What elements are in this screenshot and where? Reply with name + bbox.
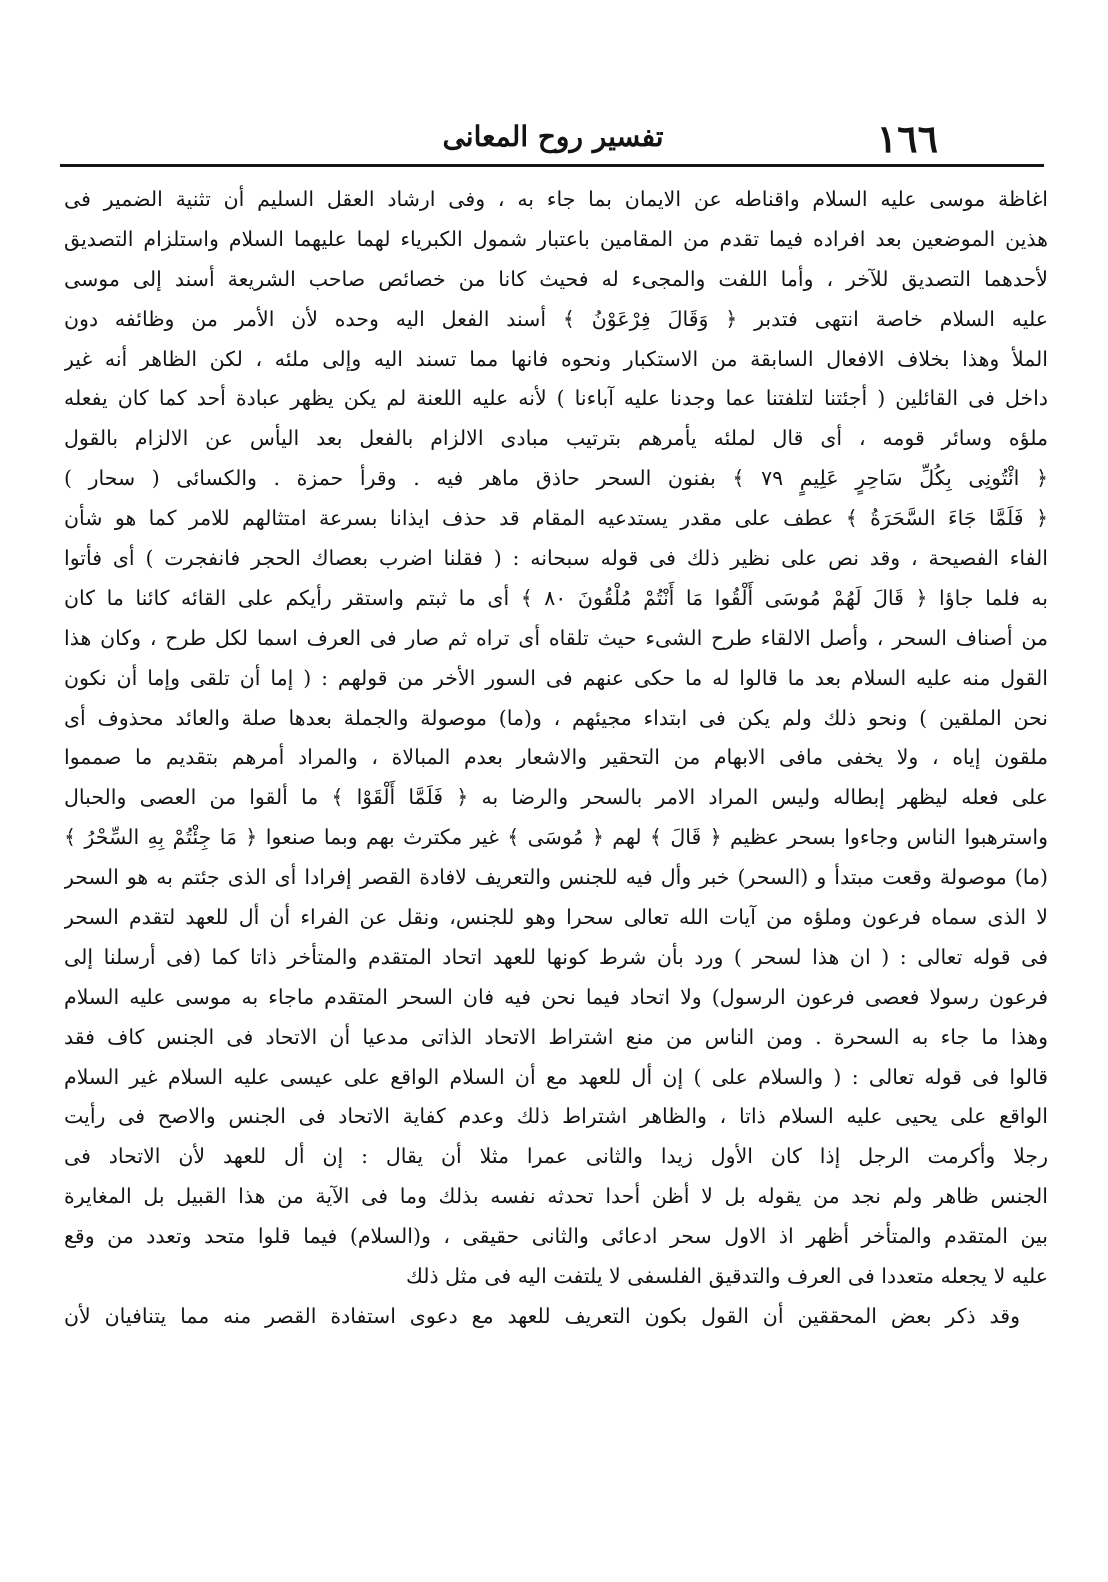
header-rule [60, 164, 1044, 167]
text-line: وقد ذكر بعض المحققين أن القول بكون التعريف للعهد مع دعوى استفادة القصر منه مما يتنافيان لأن [64, 1303, 1020, 1328]
body-text [64, 180, 1048, 1337]
text-line: رجلا وأكرمت الرجل إذا كان الأول زيدا والثانى عمرا مثلا أن يقال : إن أل للعهد لأن الاتحاد فى [64, 1144, 1048, 1169]
text-line: على فعله ليظهر إبطاله وليس المراد الامر بالسحر والرضا به ﴿ فَلَمَّا أَلْقَوْا ﴾ ما ألقوا من العصى والحبال [64, 785, 1048, 810]
text-line: ملؤه وسائر قومه ، أى قال لملئه يأمرهم بترتيب مبادى الالزام بالفعل بعد اليأس عن الالزام بالقول [64, 426, 1048, 451]
text-line: اغاظة موسى عليه السلام واقناطه عن الايمان بما جاء به ، وفى ارشاد العقل السليم أن تثنية الضمير فى [64, 187, 1048, 211]
running-title: تفسير روح المعانى [442, 120, 664, 153]
text-line: بين المتقدم والمتأخر أظهر اذ الاول سحر ادعائى والثانى حقيقى ، و(السلام) فيما قلوا متحد وتعدد من وقع [64, 1224, 1048, 1249]
text-line: الواقع على يحيى عليه السلام ذاتا ، والظاهر اشتراط ذلك وعدم كفاية الاتحاد فى الجنس والاصح فى رأيت [64, 1104, 1048, 1129]
page-header [58, 116, 1048, 166]
text-line: القول منه عليه السلام بعد ما قالوا له ما حكى عنهم فى السور الأخر من قولهم : ( إما أن تلقى وإما أن نكون [64, 665, 1048, 690]
text-line: ملقون إياه ، ولا يخفى مافى الابهام من التحقير والاشعار بعدم المبالاة ، والمراد أمرهم بتقديم ما صمموا [64, 745, 1048, 770]
text-line: الجنس ظاهر ولم نجد من يقوله بل لا أظن أحدا تحدثه نفسه بذلك وما فى الآية من هذا القبيل بل المغايرة [64, 1184, 1048, 1209]
text-line: داخل فى القائلين ( أجئتنا لتلفتنا عما وجدنا عليه آباءنا ) لأنه عليه اللعنة لم يكن يظهر عبادة أحد كما كان يفعله [64, 386, 1048, 411]
text-line: الملأ وهذا بخلاف الافعال السابقة من الاستكبار ونحوه فانها مما تسند اليه وإلى ملئه ، لكن الظاهر أنه غير [64, 346, 1048, 371]
page-number: ١٦٦ [876, 116, 938, 161]
text-line: فرعون رسولا فعصى فرعون الرسول) ولا اتحاد فيما نحن فيه فان السحر المتقدم ماجاء به موسى عليه السلام [64, 984, 1048, 1009]
text-line: وهذا ما جاء به السحرة . ومن الناس من منع اشتراط الاتحاد الذاتى مدعيا أن الاتحاد فى الجنس كاف فقد [64, 1024, 1048, 1049]
text-line: به فلما جاؤا ﴿ قَالَ لَهُمْ مُوسَى أَلْقُوا مَا أَنْتُمْ مُلْقُونَ ٨٠ ﴾ أى ما ثبتم واستقر رأيكم على القائه كائنا ما كان [64, 585, 1048, 610]
text-line: لأحدهما التصديق للآخر ، وأما اللفت والمجىء له فحيث كانا من خصائص صاحب الشريعة أسند إلى موسى [64, 266, 1048, 291]
text-line: من أصناف السحر ، وأصل الالقاء طرح الشىء حيث تلقاه أى تراه ثم صار فى العرف اسما لكل طرح ، وكان هذا [64, 625, 1048, 650]
text-line: لا الذى سماه فرعون وملؤه من آيات الله تعالى سحرا وهو للجنس، ونقل عن الفراء أن أل للعهد لتقدم السحر [64, 905, 1048, 930]
text-line: عليه لا يجعله متعددا فى العرف والتدقيق الفلسفى لا يلتفت اليه فى مثل ذلك [405, 1264, 1048, 1289]
text-line: (ما) موصولة وقعت مبتدأ و (السحر) خبر وأل فيه للجنس والتعريف لافادة القصر إفرادا أى الذى جئتم به هو السحر [64, 865, 1048, 890]
text-line: الفاء الفصيحة ، وقد نص على نظير ذلك فى قوله سبحانه : ( فقلنا اضرب بعصاك الحجر فانفجرت ) أى فأتوا [64, 546, 1048, 571]
text-line: نحن الملقين ) ونحو ذلك ولم يكن فى ابتداء مجيئهم ، و(ما) موصولة والجملة بعدها صلة والعائد محذوف أى [64, 705, 1048, 730]
text-line: عليه السلام خاصة انتهى فتدبر ﴿ وَقَالَ فِرْعَوْنُ ﴾ أسند الفعل اليه وحده لأن الأمر من وظائفه دون [64, 306, 1048, 331]
text-line: ﴿ فَلَمَّا جَاءَ السَّحَرَةُ ﴾ عطف على مقدر يستدعيه المقام قد حذف ايذانا بسرعة امتثالهم للامر كما هو شأن [64, 506, 1048, 531]
text-line: واسترهبوا الناس وجاءوا بسحر عظيم ﴿ قَالَ ﴾ لهم ﴿ مُوسَى ﴾ غير مكترث بهم وبما صنعوا ﴿ مَا جِئْتُمْ بِهِ السِّحْرُ ﴾ [64, 825, 1048, 850]
text-line: ﴿ ائْتُونِى بِكُلِّ سَاحِرٍ عَلِيمٍ ٧٩ ﴾ بفنون السحر حاذق ماهر فيه . وقرأ حمزة . والكسائى ( سحار ) [64, 466, 1048, 491]
text-line: قالوا فى قوله تعالى : ( والسلام على ) إن أل للعهد مع أن السلام الواقع على عيسى عليه السلام غير السلام [64, 1064, 1048, 1089]
text-line: فى قوله تعالى : ( ان هذا لسحر ) ورد بأن شرط كونها للعهد اتحاد المتقدم والمتأخر ذاتا كما (فى أرسلنا إلى [64, 944, 1048, 969]
text-line: هذين الموضعين بعد افراده فيما تقدم من المقامين باعتبار شمول الكبرياء لهما عليهما السلام واستلزام التصديق [64, 226, 1048, 251]
